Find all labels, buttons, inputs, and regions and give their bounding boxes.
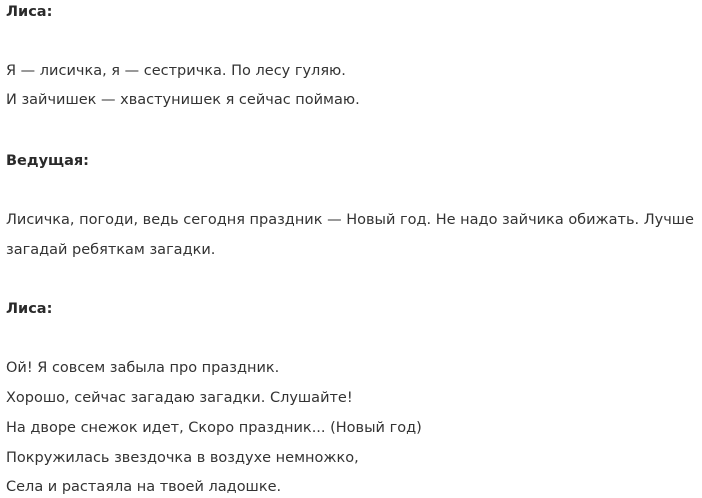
dialogue-line: загадай ребяткам загадки. <box>6 242 216 258</box>
dialogue-line: Покружилась звездочка в воздухе немножко, <box>6 450 359 466</box>
speaker-label-fox-2: Лиса: <box>6 301 53 317</box>
dialogue-line: Я — лисичка, я — сестричка. По лесу гуляю. <box>6 63 346 79</box>
speaker-label-fox-1: Лиса: <box>6 4 53 20</box>
speaker-label-host: Ведущая: <box>6 153 89 169</box>
dialogue-line: Ой! Я совсем забыла про праздник. <box>6 360 280 376</box>
dialogue-line: На дворе снежок идет, Скоро праздник... (Новый год) <box>6 420 422 436</box>
dialogue-line: Хорошо, сейчас загадаю загадки. Слушайте! <box>6 390 353 406</box>
dialogue-line: И зайчишек — хвастунишек я сейчас поймаю. <box>6 92 360 108</box>
dialogue-line: Села и растаяла на твоей ладошке. <box>6 479 282 495</box>
dialogue-line: Лисичка, погоди, ведь сегодня праздник — Новый год. Не надо зайчика обижать. Лучше <box>6 212 694 228</box>
